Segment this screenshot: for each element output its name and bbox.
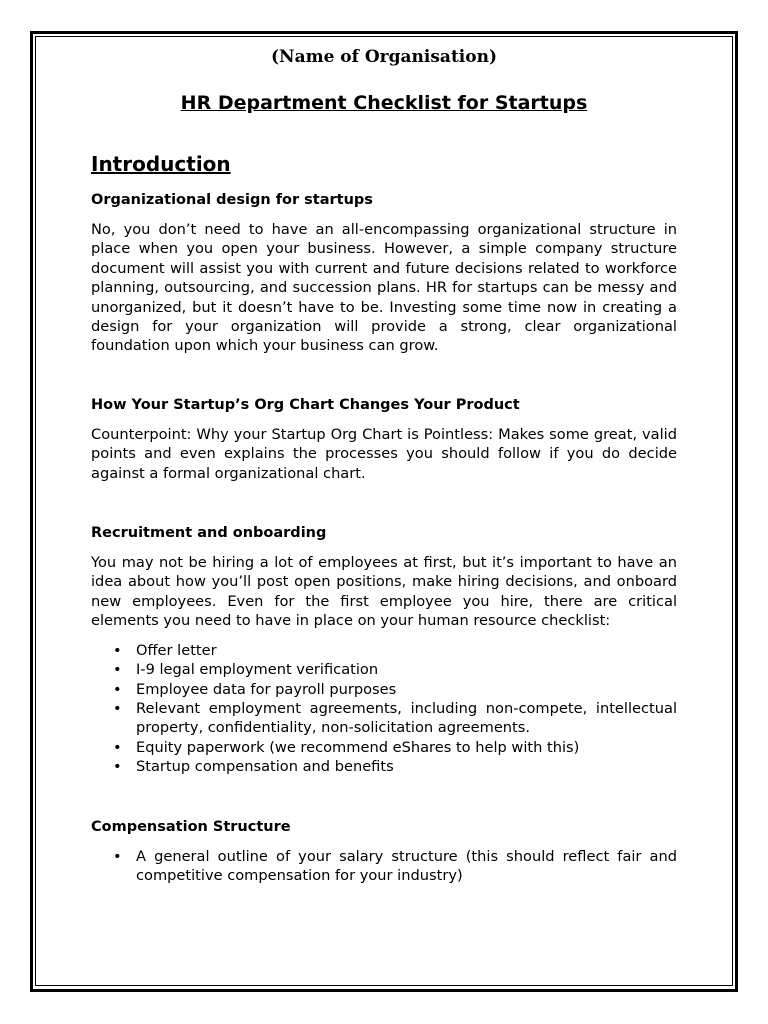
section-heading-compensation: Compensation Structure — [91, 818, 291, 835]
list-item — [91, 680, 677, 699]
section-paragraph-org-design: No, you don’t need to have an all-encompassing organizational structure in place when you open your business. However, a simple company structure document will assist you with current and future decisions related to workforce planning, outsourcing, and succession plans. HR for startups can be messy and unorganized, but it doesn’t have to be. Investing some time now in creating a design for your organization will provide a strong, clear organizational foundation upon which your business can grow. — [91, 221, 677, 355]
bullet-icon: • — [113, 680, 122, 698]
list-item — [91, 699, 677, 738]
introduction-heading: Introduction — [91, 152, 231, 176]
bullet-icon: • — [113, 847, 122, 865]
list-item — [91, 847, 677, 886]
list-item-text: A general outline of your salary structure (this should reflect fair and competitive compensation for your industry) — [136, 847, 677, 884]
section-paragraph-recruitment: You may not be hiring a lot of employees at first, but it’s important to have an idea about how you’ll post open positions, make hiring decisions, and onboard new employees. Even for the first employee you hire, there are critical elements you need to have in place on your human resource checklist: — [91, 554, 677, 630]
list-item-text: Employee data for payroll purposes — [136, 680, 397, 698]
section-heading-org-chart: How Your Startup’s Org Chart Changes Your Product — [91, 396, 520, 413]
list-item — [91, 738, 677, 757]
bullet-icon: • — [113, 661, 122, 679]
list-item-text: Offer letter — [136, 641, 217, 659]
list-item-text: Equity paperwork (we recommend eShares to help with this) — [136, 738, 580, 756]
section-heading-org-design: Organizational design for startups — [91, 192, 373, 208]
document-title: HR Department Checklist for Startups — [180, 92, 588, 114]
recruitment-checklist — [91, 641, 677, 777]
organisation-name: (Name of Organisation) — [270, 47, 497, 67]
list-item — [91, 660, 677, 679]
bullet-icon: • — [113, 641, 122, 659]
document-body — [91, 46, 677, 885]
section-paragraph-org-chart: Counterpoint: Why your Startup Org Chart is Pointless: Makes some great, valid points and even explains the processes you should follow if you do decide against a formal organizational chart. — [91, 425, 677, 482]
list-item-text: Startup compensation and benefits — [136, 758, 394, 776]
list-item — [91, 641, 677, 660]
compensation-checklist — [91, 847, 677, 886]
section-heading-recruitment: Recruitment and onboarding — [91, 525, 327, 542]
bullet-icon: • — [113, 758, 122, 776]
list-item — [91, 757, 677, 776]
bullet-icon: • — [113, 738, 122, 756]
list-item-text: I-9 legal employment verification — [136, 661, 379, 679]
bullet-icon: • — [113, 699, 122, 717]
list-item-text: Relevant employment agreements, including non-compete, intellectual property, confidentiality, non-solicitation agreements. — [136, 699, 677, 737]
